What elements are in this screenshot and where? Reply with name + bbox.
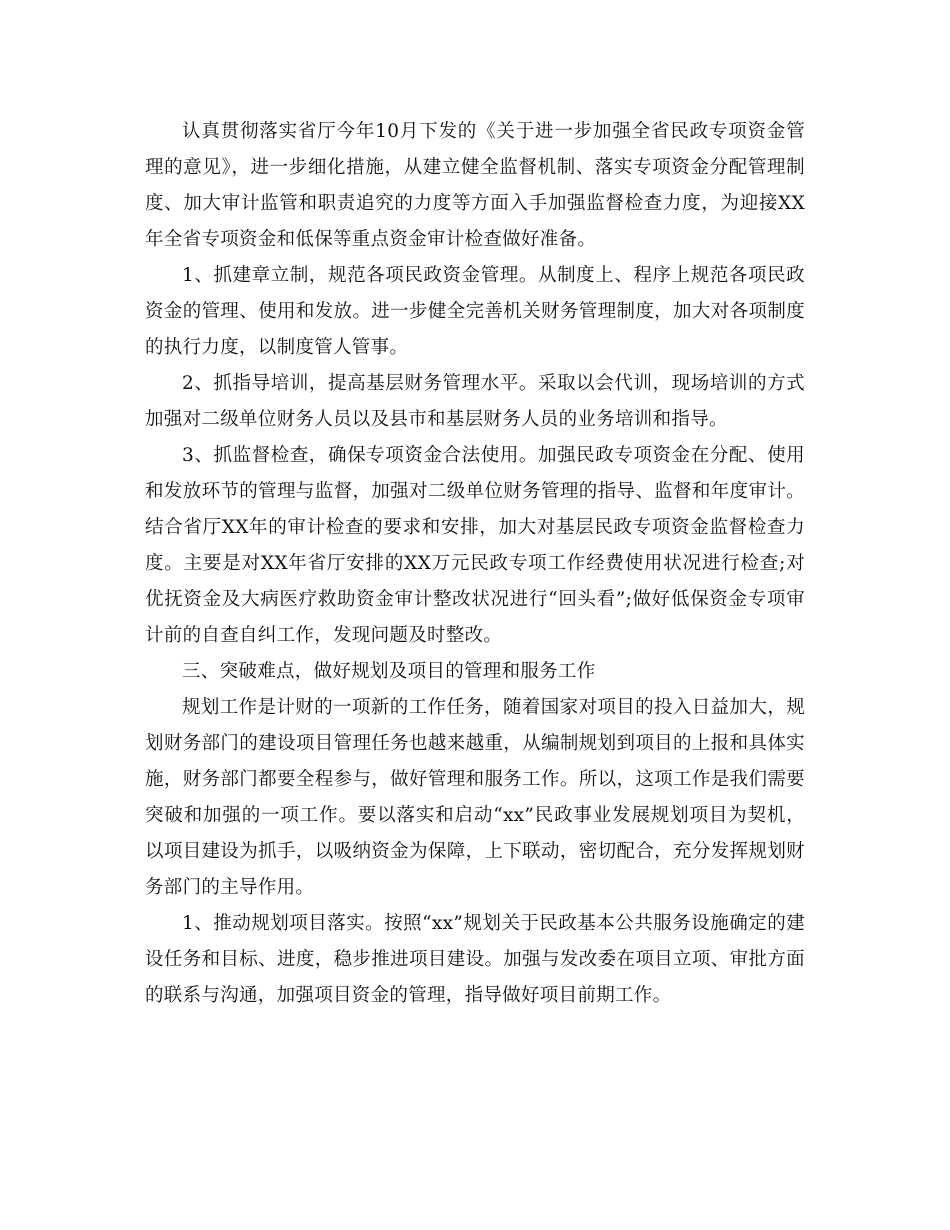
paragraph-2: 1、抓建章立制，规范各项民政资金管理。从制度上、程序上规范各项民政资金的管理、使用和发放。进一步健全完善机关财务管理制度，加大对各项制度的执行力度，以制度管人管事。 (145, 265, 805, 358)
paragraph-1: 认真贯彻落实省厅今年10月下发的《关于进一步加强全省民政专项资金管理的意见》，进一步细化措施，从建立健全监督机制、落实专项资金分配管理制度、加大审计监管和职责追究的力度等方面入手加强监督检查力度，为迎接XX年全省专项资金和低保等重点资金审计检查做好准备。 (145, 121, 805, 250)
paragraph-6: 1、推动规划项目落实。按照“xx”规划关于民政基本公共服务设施确定的建设任务和目标、进度，稳步推进项目建设。加强与发改委在项目立项、审批方面的联系与沟通，加强项目资金的管理，指导做好项目前期工作。 (145, 913, 805, 1006)
paragraph-5: 规划工作是计财的一项新的工作任务，随着国家对项目的投入日益加大，规划财务部门的建设项目管理任务也越来越重，从编制规划到项目的上报和具体实施，财务部门都要全程参与，做好管理和服务工作。所以，这项工作是我们需要突破和加强的一项工作。要以落实和启动“xx”民政事业发展规划项目为契机，以项目建设为抓手，以吸纳资金为保障，上下联动，密切配合，充分发挥规划财务部门的主导作用。 (145, 697, 805, 898)
section-heading: 三、突破难点，做好规划及项目的管理和服务工作 (182, 661, 596, 682)
paragraph-4: 3、抓监督检查，确保专项资金合法使用。加强民政专项资金在分配、使用和发放环节的管理与监督，加强对二级单位财务管理的指导、监督和年度审计。结合省厅XX年的审计检查的要求和安排，加大对基层民政专项资金监督检查力度。主要是对XX年省厅安排的XX万元民政专项工作经费使用状况进行检查;对优抚资金及大病医疗救助资金审计整改状况进行“回头看”;做好低保资金专项审计前的自查自纠工作，发现问题及时整改。 (145, 445, 805, 646)
document-body (145, 114, 805, 1014)
paragraph-3: 2、抓指导培训，提高基层财务管理水平。采取以会代训，现场培训的方式加强对二级单位财务人员以及县市和基层财务人员的业务培训和指导。 (145, 373, 805, 430)
